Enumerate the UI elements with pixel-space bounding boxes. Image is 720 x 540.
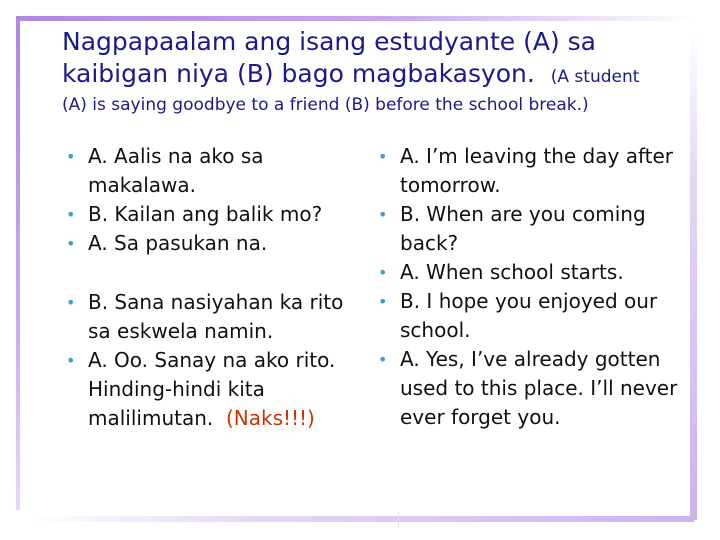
list-item	[66, 142, 366, 200]
english-dialogue-list	[378, 142, 678, 432]
bullet-icon: •	[66, 234, 76, 253]
title-line-2-translation: (A student	[550, 67, 640, 87]
dialogue-line: A. When school starts.	[400, 260, 624, 284]
bullet-icon: •	[378, 263, 388, 282]
bullet-icon: •	[66, 293, 76, 312]
list-item	[66, 346, 366, 433]
frame-top-bar	[16, 16, 696, 21]
title-line-1: Nagpapaalam ang isang estudyante (A) sa	[62, 27, 596, 56]
list-item	[378, 142, 678, 200]
frame-bottom-tick	[398, 512, 399, 528]
title-line-2-main: kaibigan niya (B) bago magbakasyon.	[62, 59, 535, 88]
title-line-2	[62, 58, 692, 93]
dialogue-line: A. Aalis na ako sa makalawa.	[88, 144, 264, 197]
dialogue-line: B. I hope you enjoyed our school.	[400, 289, 658, 342]
bullet-icon: •	[378, 350, 388, 369]
frame-left-bar	[16, 16, 20, 510]
bullet-icon: •	[66, 147, 76, 166]
dialogue-line: A. Sa pasukan na.	[88, 231, 268, 255]
bullet-icon: •	[66, 351, 76, 370]
dialogue-line: B. Sana nasiyahan ka rito sa eskwela namin.	[88, 290, 344, 343]
list-item	[378, 345, 678, 432]
bullet-icon: •	[378, 205, 388, 224]
list-item	[66, 288, 366, 346]
frame-bottom-bar	[28, 516, 694, 522]
list-item	[378, 258, 678, 287]
highlight-exclamation: (Naks!!!)	[225, 406, 315, 430]
bullet-icon: •	[66, 205, 76, 224]
dialogue-line: A. Yes, I’ve already gotten used to this place. I’ll never ever forget you.	[400, 347, 678, 429]
title-translation: (A) is saying goodbye to a friend (B) before the school break.)	[62, 95, 589, 115]
tagalog-dialogue-list	[66, 142, 366, 433]
list-item	[66, 200, 366, 229]
list-item	[378, 200, 678, 258]
list-item	[66, 229, 366, 258]
dialogue-line: A. Oo. Sanay na ako rito. Hinding-hindi kita malilimutan.	[88, 348, 336, 430]
slide-title	[62, 26, 692, 93]
bullet-icon: •	[378, 292, 388, 311]
dialogue-line: A. I’m leaving the day after tomorrow.	[400, 144, 674, 197]
dialogue-line: B. Kailan ang balik mo?	[88, 202, 323, 226]
dialogue-line: B. When are you coming back?	[400, 202, 646, 255]
bullet-icon: •	[378, 147, 388, 166]
list-item	[378, 287, 678, 345]
